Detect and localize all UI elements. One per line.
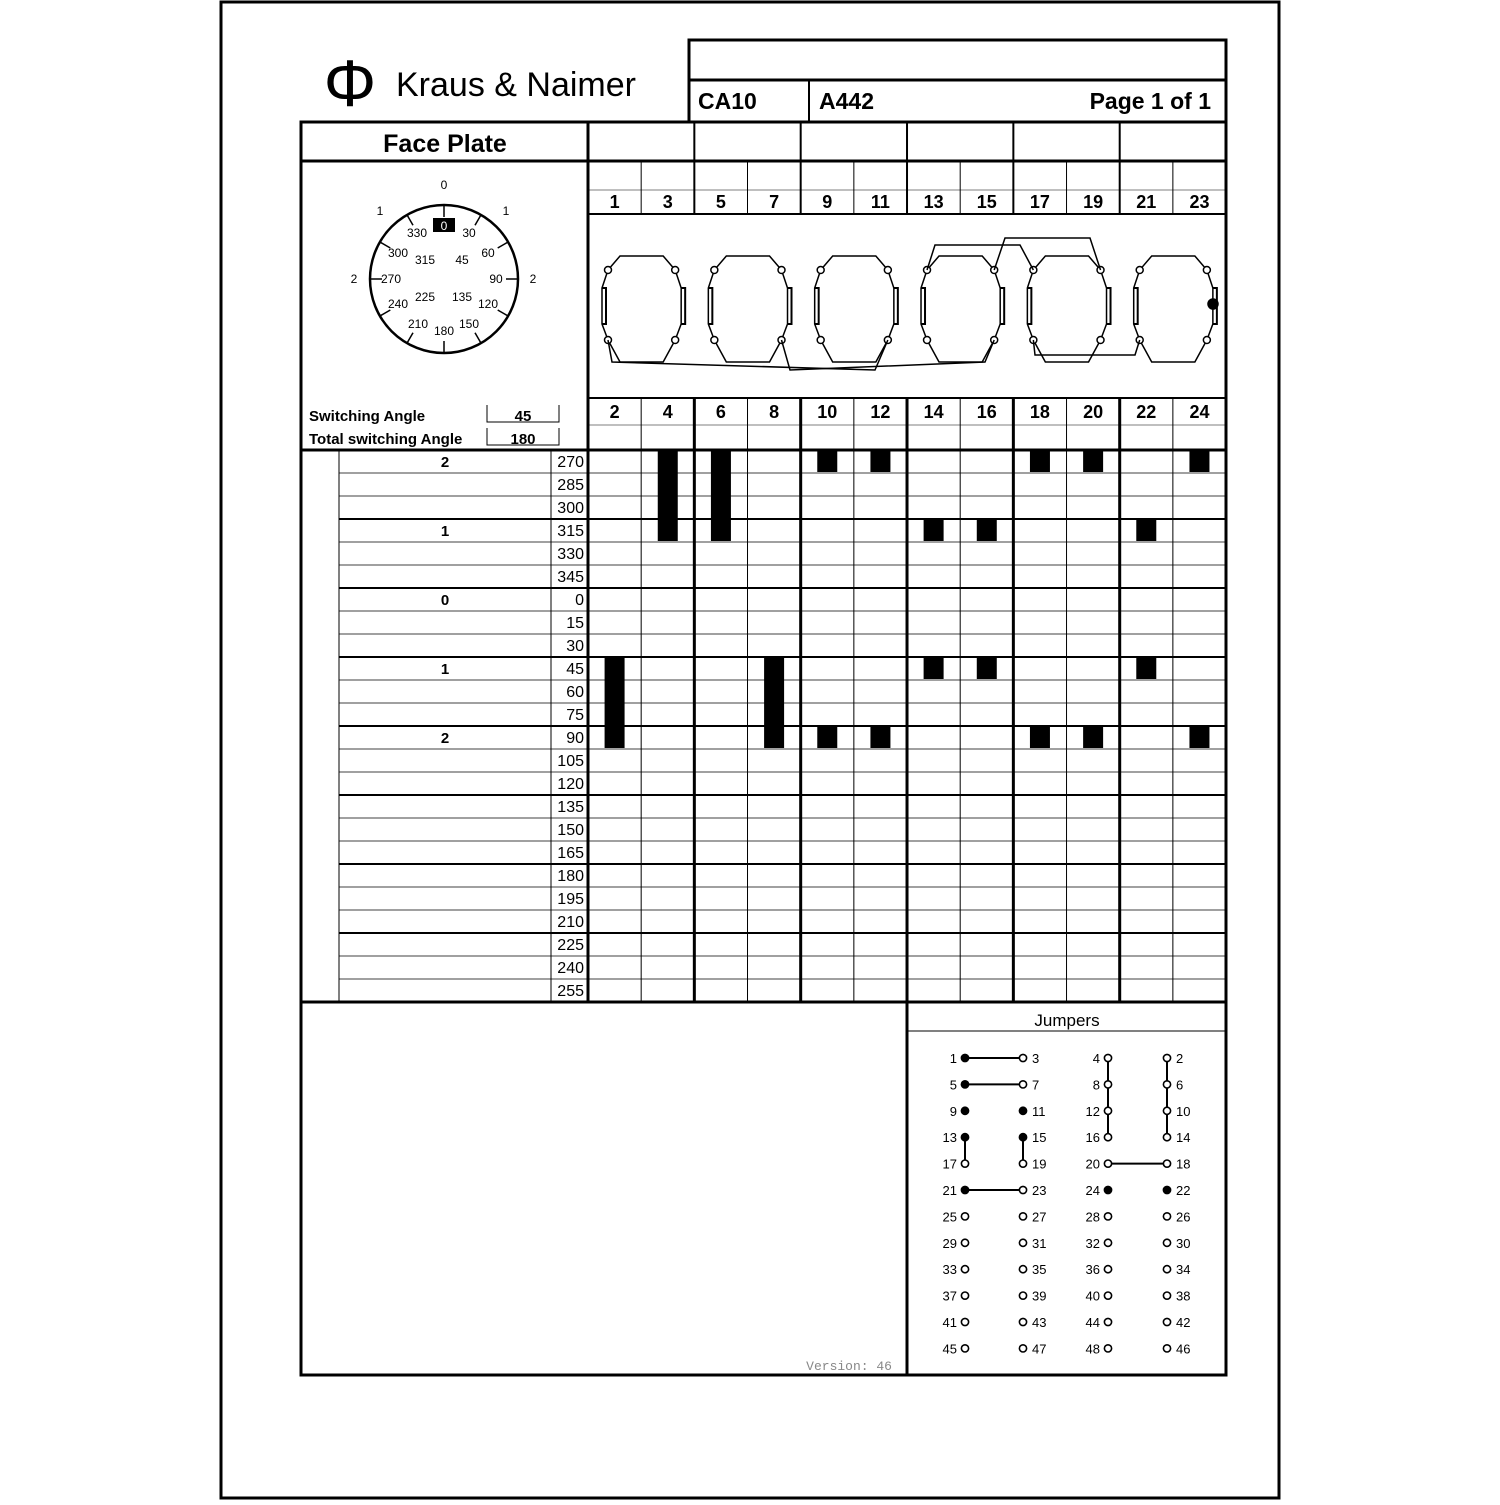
terminal-top-label: 15 — [976, 192, 997, 212]
wire — [821, 340, 888, 362]
dial-angle-label: 180 — [433, 324, 455, 338]
closed-contact-mark — [1189, 727, 1209, 748]
jumper-label: 12 — [1085, 1103, 1100, 1119]
contact-wiring-diagram — [602, 238, 1218, 370]
program-code: A442 — [819, 88, 874, 114]
terminal-bottom-label: 16 — [976, 402, 997, 422]
terminal-dot — [1203, 267, 1210, 274]
closed-contact-mark — [817, 727, 837, 748]
jumper-terminal — [1104, 1054, 1111, 1061]
terminal-top-label: 11 — [870, 192, 890, 212]
closed-contact-mark — [1189, 451, 1209, 472]
series-code: CA10 — [698, 88, 757, 114]
jumper-terminal — [961, 1345, 968, 1352]
jumper-label: 8 — [1092, 1077, 1100, 1093]
jumper-label: 38 — [1176, 1288, 1191, 1304]
terminal-top-label: 1 — [609, 192, 620, 212]
wire — [1140, 256, 1207, 270]
total-angle-value: 180 — [510, 431, 536, 448]
terminal-dot — [711, 337, 718, 344]
jumper-label: 31 — [1032, 1235, 1047, 1251]
dial-position-label: 2 — [529, 272, 537, 286]
jumper-label: 21 — [942, 1183, 957, 1198]
jumper-label: 26 — [1176, 1209, 1191, 1225]
dial-angle-label: 210 — [407, 317, 429, 331]
position-label: 1 — [440, 523, 450, 540]
wire — [782, 340, 995, 370]
closed-contact-mark — [977, 520, 997, 541]
page-indicator: Page 1 of 1 — [1089, 88, 1211, 114]
wire — [1101, 270, 1107, 340]
dial-angle-label: 315 — [414, 253, 436, 267]
terminal-dot — [672, 267, 679, 274]
terminal-top-label: 13 — [923, 192, 944, 212]
jumper-label: 16 — [1085, 1130, 1100, 1146]
dial-angle-label: 30 — [462, 226, 476, 240]
jumper-terminal — [1019, 1160, 1026, 1167]
angle-label: 45 — [566, 661, 584, 678]
closed-contact-mark — [711, 451, 731, 541]
dial-angle-label: 330 — [406, 226, 428, 240]
jumper-terminal — [1019, 1186, 1026, 1193]
jumper-terminal — [1104, 1081, 1111, 1088]
jumper-terminal — [1104, 1345, 1111, 1352]
dial-angle-label: 60 — [481, 246, 495, 260]
jumper-terminal — [1104, 1213, 1111, 1220]
switching-angle-value: 45 — [514, 408, 532, 425]
position-label: 2 — [440, 730, 450, 747]
jumper-label: 47 — [1032, 1341, 1047, 1357]
jumper-label: 15 — [1032, 1130, 1047, 1146]
dial-position-label: 2 — [350, 272, 358, 286]
jumper-label: 44 — [1085, 1315, 1100, 1330]
terminal-bottom-label: 8 — [769, 402, 780, 422]
angle-label: 120 — [557, 776, 584, 793]
terminal-bottom-label: 4 — [662, 402, 673, 422]
jumper-label: 41 — [942, 1315, 957, 1330]
jumper-label: 7 — [1032, 1077, 1040, 1093]
terminal-top-label: 19 — [1083, 192, 1104, 212]
angle-label: 240 — [557, 960, 584, 977]
jumper-terminal — [1163, 1292, 1170, 1299]
angle-label: 225 — [557, 937, 584, 954]
jumper-terminal — [1104, 1292, 1111, 1299]
angle-label: 75 — [566, 707, 584, 724]
jumper-terminal — [961, 1239, 968, 1246]
jumper-label: 37 — [942, 1288, 957, 1304]
jumper-terminal — [1104, 1186, 1111, 1193]
face-plate-dial — [351, 178, 537, 353]
angle-label: 270 — [557, 454, 584, 471]
terminal-top-label: 21 — [1136, 192, 1157, 212]
jumper-label: 35 — [1032, 1262, 1047, 1278]
jumper-label: 33 — [942, 1262, 957, 1278]
angle-label: 60 — [566, 684, 584, 701]
terminal-bottom-label: 14 — [923, 402, 944, 422]
jumper-terminal — [1104, 1318, 1111, 1325]
jumper-terminal — [1019, 1318, 1026, 1325]
angle-label: 135 — [557, 799, 584, 816]
brand-symbol: Φ — [323, 46, 377, 120]
jumper-terminal — [961, 1134, 968, 1141]
version-label: Version: 46 — [806, 1359, 892, 1374]
wire — [927, 256, 994, 270]
terminal-top-label: 9 — [822, 192, 833, 212]
jumper-label: 43 — [1032, 1315, 1047, 1330]
jumper-terminal — [1104, 1239, 1111, 1246]
angle-label: 255 — [557, 983, 584, 1000]
closed-contact-mark — [977, 658, 997, 679]
angle-label: 105 — [557, 753, 584, 770]
terminal-bottom-label: 2 — [609, 402, 620, 422]
jumper-label: 13 — [942, 1130, 957, 1146]
jumper-label: 11 — [1032, 1103, 1046, 1119]
dial-angle-label: 225 — [414, 290, 436, 304]
dial-angle-label: 300 — [387, 246, 409, 260]
closed-contact-mark — [870, 727, 890, 748]
angle-label: 165 — [557, 845, 584, 862]
jumper-label: 39 — [1032, 1288, 1047, 1304]
jumper-terminal — [1019, 1134, 1026, 1141]
terminal-bottom-label: 20 — [1083, 402, 1104, 422]
terminal-dot — [605, 267, 612, 274]
terminal-dot — [1097, 337, 1104, 344]
dial-angle-label: 90 — [489, 272, 503, 286]
closed-contact-mark — [924, 658, 944, 679]
angle-label: 210 — [557, 914, 584, 931]
jumper-terminal — [1163, 1160, 1170, 1167]
jumper-terminal — [1019, 1266, 1026, 1273]
jumper-label: 14 — [1176, 1130, 1191, 1146]
jumper-label: 2 — [1176, 1051, 1184, 1066]
jumper-terminal — [1019, 1239, 1026, 1246]
jumper-label: 34 — [1176, 1262, 1191, 1278]
wire — [1033, 256, 1100, 270]
jumper-label: 42 — [1176, 1315, 1191, 1330]
jumper-terminal — [961, 1081, 968, 1088]
jumper-label: 4 — [1092, 1051, 1100, 1066]
jumper-terminal — [961, 1292, 968, 1299]
closed-contact-mark — [1083, 727, 1103, 748]
jumper-terminal — [1019, 1054, 1026, 1061]
jumper-terminal — [1163, 1345, 1170, 1352]
angle-label: 315 — [557, 523, 584, 540]
angle-label: 30 — [566, 638, 584, 655]
jumper-terminal — [1163, 1081, 1170, 1088]
angle-label: 180 — [557, 868, 584, 885]
closed-contact-mark — [605, 658, 625, 748]
dial-position-label: 1 — [376, 204, 384, 218]
closed-contact-mark — [1083, 451, 1103, 472]
wire — [608, 256, 675, 270]
wire — [888, 270, 894, 340]
jumper-terminal — [1163, 1266, 1170, 1273]
wire — [927, 340, 994, 362]
jumper-terminal — [961, 1160, 968, 1167]
terminal-bottom-label: 6 — [715, 402, 726, 422]
closed-contact-mark — [817, 451, 837, 472]
jumper-label: 5 — [949, 1077, 957, 1093]
face-plate-title: Face Plate — [383, 130, 507, 158]
jumper-terminal — [961, 1213, 968, 1220]
jumper-terminal — [1163, 1134, 1170, 1141]
terminal-dot — [711, 267, 718, 274]
closed-contact-mark — [764, 658, 784, 748]
jumper-terminal — [1104, 1134, 1111, 1141]
wire — [821, 256, 888, 270]
header — [324, 40, 1226, 122]
closed-contact-mark — [1136, 520, 1156, 541]
jumper-label: 48 — [1085, 1341, 1100, 1357]
closed-contact-mark — [870, 451, 890, 472]
jumpers-title: Jumpers — [1034, 1011, 1100, 1030]
terminal-bottom-label: 18 — [1029, 402, 1050, 422]
jumper-terminal — [1019, 1345, 1026, 1352]
jumper-terminal — [1104, 1266, 1111, 1273]
angle-label: 195 — [557, 891, 584, 908]
terminal-top-label: 23 — [1189, 192, 1210, 212]
jumper-label: 24 — [1085, 1183, 1100, 1198]
angle-label: 15 — [566, 615, 584, 632]
terminal-dot — [817, 337, 824, 344]
dial-angle-label: 150 — [458, 317, 480, 331]
jumper-label: 32 — [1085, 1235, 1100, 1251]
terminal-bottom-label: 12 — [870, 402, 891, 422]
jumper-terminal — [1019, 1107, 1026, 1114]
jumper-label: 28 — [1085, 1209, 1100, 1225]
dial-angle-label: 45 — [455, 253, 469, 267]
closed-contact-mark — [924, 520, 944, 541]
total-angle-label: Total switching Angle — [309, 431, 463, 448]
jumper-label: 3 — [1032, 1051, 1040, 1066]
dial-angle-label: 270 — [380, 272, 402, 286]
jumper-terminal — [1104, 1107, 1111, 1114]
jumper-terminal — [1163, 1213, 1170, 1220]
angle-label: 150 — [557, 822, 584, 839]
jumper-label: 29 — [942, 1235, 957, 1251]
jumper-label: 30 — [1176, 1235, 1191, 1251]
dial-position-label: 1 — [502, 204, 510, 218]
dial-top-label: 0 — [440, 178, 448, 192]
jumper-label: 20 — [1085, 1156, 1100, 1172]
jumpers-panel — [907, 1002, 1226, 1375]
wire — [994, 270, 1000, 340]
wire — [675, 270, 681, 340]
jumper-label: 45 — [942, 1341, 957, 1357]
terminal-dot — [1203, 337, 1210, 344]
dial-indicator-label: 0 — [440, 219, 448, 233]
jumper-list — [943, 1051, 1191, 1356]
terminal-labels — [610, 192, 1210, 422]
angle-label: 285 — [557, 477, 584, 494]
terminal-bottom-label: 22 — [1136, 402, 1157, 422]
jumper-label: 17 — [942, 1156, 957, 1172]
jumper-label: 6 — [1176, 1077, 1184, 1093]
jumper-terminal — [1019, 1213, 1026, 1220]
angle-label: 0 — [575, 592, 584, 609]
contact-grid — [339, 122, 1226, 1002]
jumper-terminal — [961, 1107, 968, 1114]
wire — [1033, 340, 1139, 355]
wire — [1140, 340, 1207, 362]
position-label: 1 — [440, 661, 450, 678]
wire — [714, 340, 781, 362]
terminal-dot — [884, 267, 891, 274]
terminal-top-label: 5 — [715, 192, 726, 212]
terminal-dot-filled — [1208, 299, 1218, 309]
jumper-terminal — [1163, 1239, 1170, 1246]
closed-contact-mark — [1030, 451, 1050, 472]
jumper-label: 36 — [1085, 1262, 1100, 1278]
dial-angle-label: 135 — [451, 290, 473, 304]
jumper-terminal — [1019, 1081, 1026, 1088]
terminal-dot — [817, 267, 824, 274]
wire — [608, 340, 675, 362]
jumper-terminal — [961, 1318, 968, 1325]
brand-name: Kraus & Naimer — [396, 66, 636, 104]
jumper-label: 18 — [1176, 1156, 1191, 1172]
jumper-label: 25 — [942, 1209, 957, 1225]
jumper-label: 1 — [949, 1051, 957, 1066]
terminal-dot — [924, 337, 931, 344]
terminal-bottom-label: 10 — [817, 402, 838, 422]
terminal-top-label: 7 — [769, 192, 780, 212]
terminal-top-label: 17 — [1029, 192, 1050, 212]
jumper-terminal — [1163, 1054, 1170, 1061]
terminal-dot — [1136, 267, 1143, 274]
wire — [994, 238, 1100, 270]
terminal-dot — [672, 337, 679, 344]
angle-label: 300 — [557, 500, 584, 517]
jumper-label: 9 — [949, 1103, 957, 1119]
jumper-terminal — [1163, 1318, 1170, 1325]
position-label: 2 — [440, 454, 450, 471]
switching-angle-block — [309, 405, 559, 448]
wire — [927, 245, 1033, 270]
closed-contact-mark — [658, 451, 678, 541]
terminal-dot — [778, 267, 785, 274]
jumper-label: 19 — [1032, 1156, 1047, 1172]
jumper-label: 23 — [1032, 1183, 1047, 1198]
jumper-terminal — [961, 1186, 968, 1193]
jumper-label: 46 — [1176, 1341, 1191, 1357]
wire — [608, 340, 888, 370]
angle-label: 90 — [566, 730, 584, 747]
terminal-top-label: 3 — [662, 192, 673, 212]
angle-label: 330 — [557, 546, 584, 563]
jumper-terminal — [961, 1266, 968, 1273]
wire — [1033, 340, 1100, 362]
jumper-terminal — [1104, 1160, 1111, 1167]
jumper-terminal — [1163, 1186, 1170, 1193]
dial-angle-label: 240 — [387, 297, 409, 311]
jumper-label: 22 — [1176, 1183, 1191, 1198]
wire — [714, 256, 781, 270]
switching-angle-label: Switching Angle — [309, 408, 426, 425]
closed-contact-mark — [1030, 727, 1050, 748]
jumper-terminal — [1163, 1107, 1170, 1114]
wire — [782, 270, 788, 340]
angle-label: 345 — [557, 569, 584, 586]
jumper-label: 10 — [1176, 1103, 1191, 1119]
terminal-bottom-label: 24 — [1189, 402, 1210, 422]
jumper-label: 40 — [1085, 1288, 1100, 1304]
jumper-terminal — [1019, 1292, 1026, 1299]
jumper-terminal — [961, 1054, 968, 1061]
jumper-label: 27 — [1032, 1209, 1047, 1225]
position-label: 0 — [440, 592, 450, 609]
dial-angle-label: 120 — [477, 297, 499, 311]
closed-contact-mark — [1136, 658, 1156, 679]
